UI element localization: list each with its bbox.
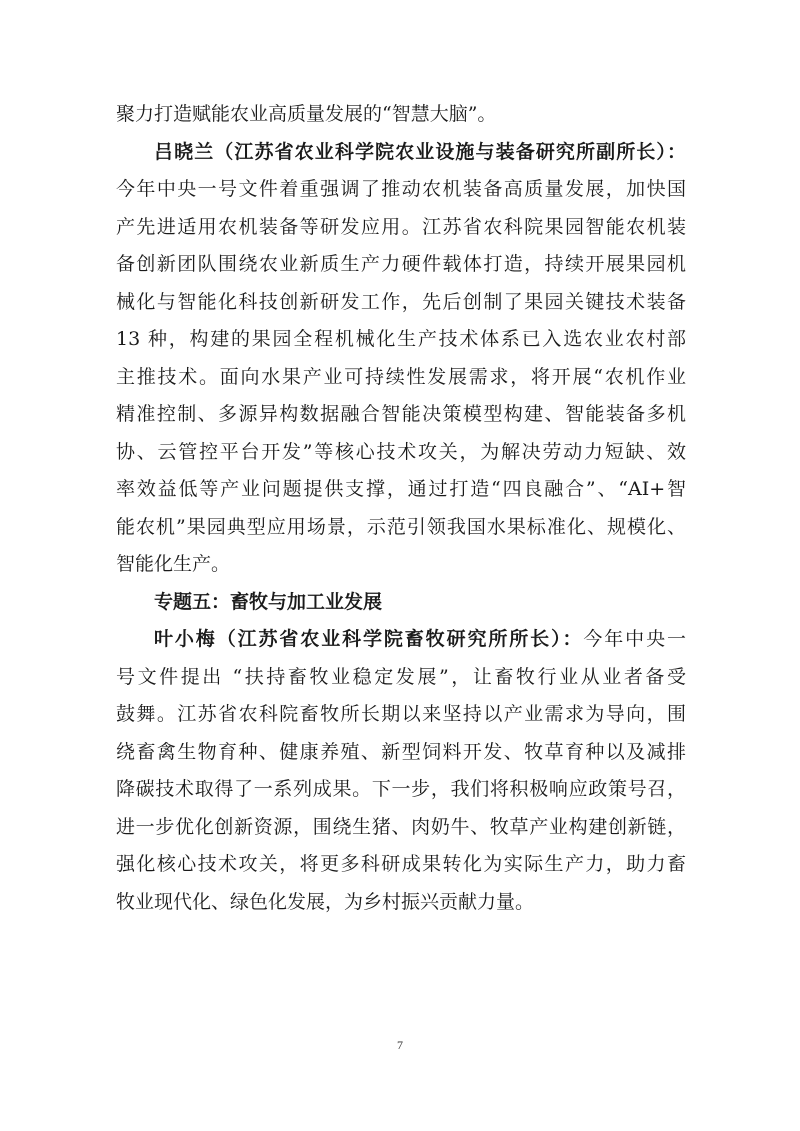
paragraph-line: 备创新团队围绕农业新质生产力硬件载体打造，持续开展果园机 xyxy=(116,253,686,275)
paragraph-line: 能农机”果园典型应用场景，示范引领我国水果标准化、规模化、 xyxy=(116,515,686,538)
document-body xyxy=(116,96,686,921)
paragraph-line: 协、云管控平台开发”等核心技术攻关，为解决劳动力短缺、效 xyxy=(116,440,686,463)
paragraph-line: 降碳技术取得了一系列成果。下一步，我们将积极响应政策号召， xyxy=(116,778,686,800)
paragraph-line: 智能化生产。 xyxy=(116,553,231,575)
paragraph-line: 绕畜禽生物育种、健康养殖、新型饲料开发、牧草育种以及减排 xyxy=(116,740,686,763)
paragraph-intro-line: 聚力打造赋能农业高质量发展的“智慧大脑”。 xyxy=(116,103,497,125)
paragraph-line: 进一步优化创新资源，围绕生猪、肉奶牛、牧草产业构建创新链， xyxy=(116,815,686,838)
paragraph-line: 牧业现代化、绿色化发展，为乡村振兴贡献力量。 xyxy=(116,890,535,913)
speaker-heading-lv xyxy=(116,134,686,172)
speaker-name-lv: 吕晓兰（江苏省农业科学院农业设施与装备研究所副所长）： xyxy=(154,140,686,163)
page-number: 7 xyxy=(397,1038,403,1052)
section-heading-topic5: 专题五：畜牧与加工业发展 xyxy=(154,590,383,613)
paragraph-line: 产先进适用农机装备等研发应用。江苏省农科院果园智能农机装 xyxy=(116,215,686,238)
paragraph-line: 强化核心技术攻关，将更多科研成果转化为实际生产力，助力畜 xyxy=(116,853,686,875)
paragraph-line: 号文件提出 “扶持畜牧业稳定发展”，让畜牧行业从业者备受 xyxy=(116,665,686,688)
paragraph-line: 13 种，构建的果园全程机械化生产技术体系已入选农业农村部 xyxy=(116,328,686,350)
paragraph-line: 械化与智能化科技创新研发工作，先后创制了果园关键技术装备 xyxy=(116,290,686,313)
paragraph-line: 鼓舞。江苏省农科院畜牧所长期以来坚持以产业需求为导向，围 xyxy=(116,703,686,725)
paragraph-text-start: 今年中央一 xyxy=(583,628,686,650)
paragraph-line: 精准控制、多源异构数据融合智能决策模型构建、智能装备多机 xyxy=(116,403,686,425)
paragraph-line: 主推技术。面向水果产业可持续性发展需求，将开展“农机作业 xyxy=(116,365,686,388)
paragraph-line: 率效益低等产业问题提供支撑，通过打造“四良融合”、“AI+智 xyxy=(116,478,686,500)
speaker-heading-ye xyxy=(116,621,686,659)
speaker-name-ye: 叶小梅（江苏省农业科学院畜牧研究所所长）： xyxy=(154,628,584,650)
paragraph-line: 今年中央一号文件着重强调了推动农机装备高质量发展，加快国 xyxy=(116,178,686,200)
